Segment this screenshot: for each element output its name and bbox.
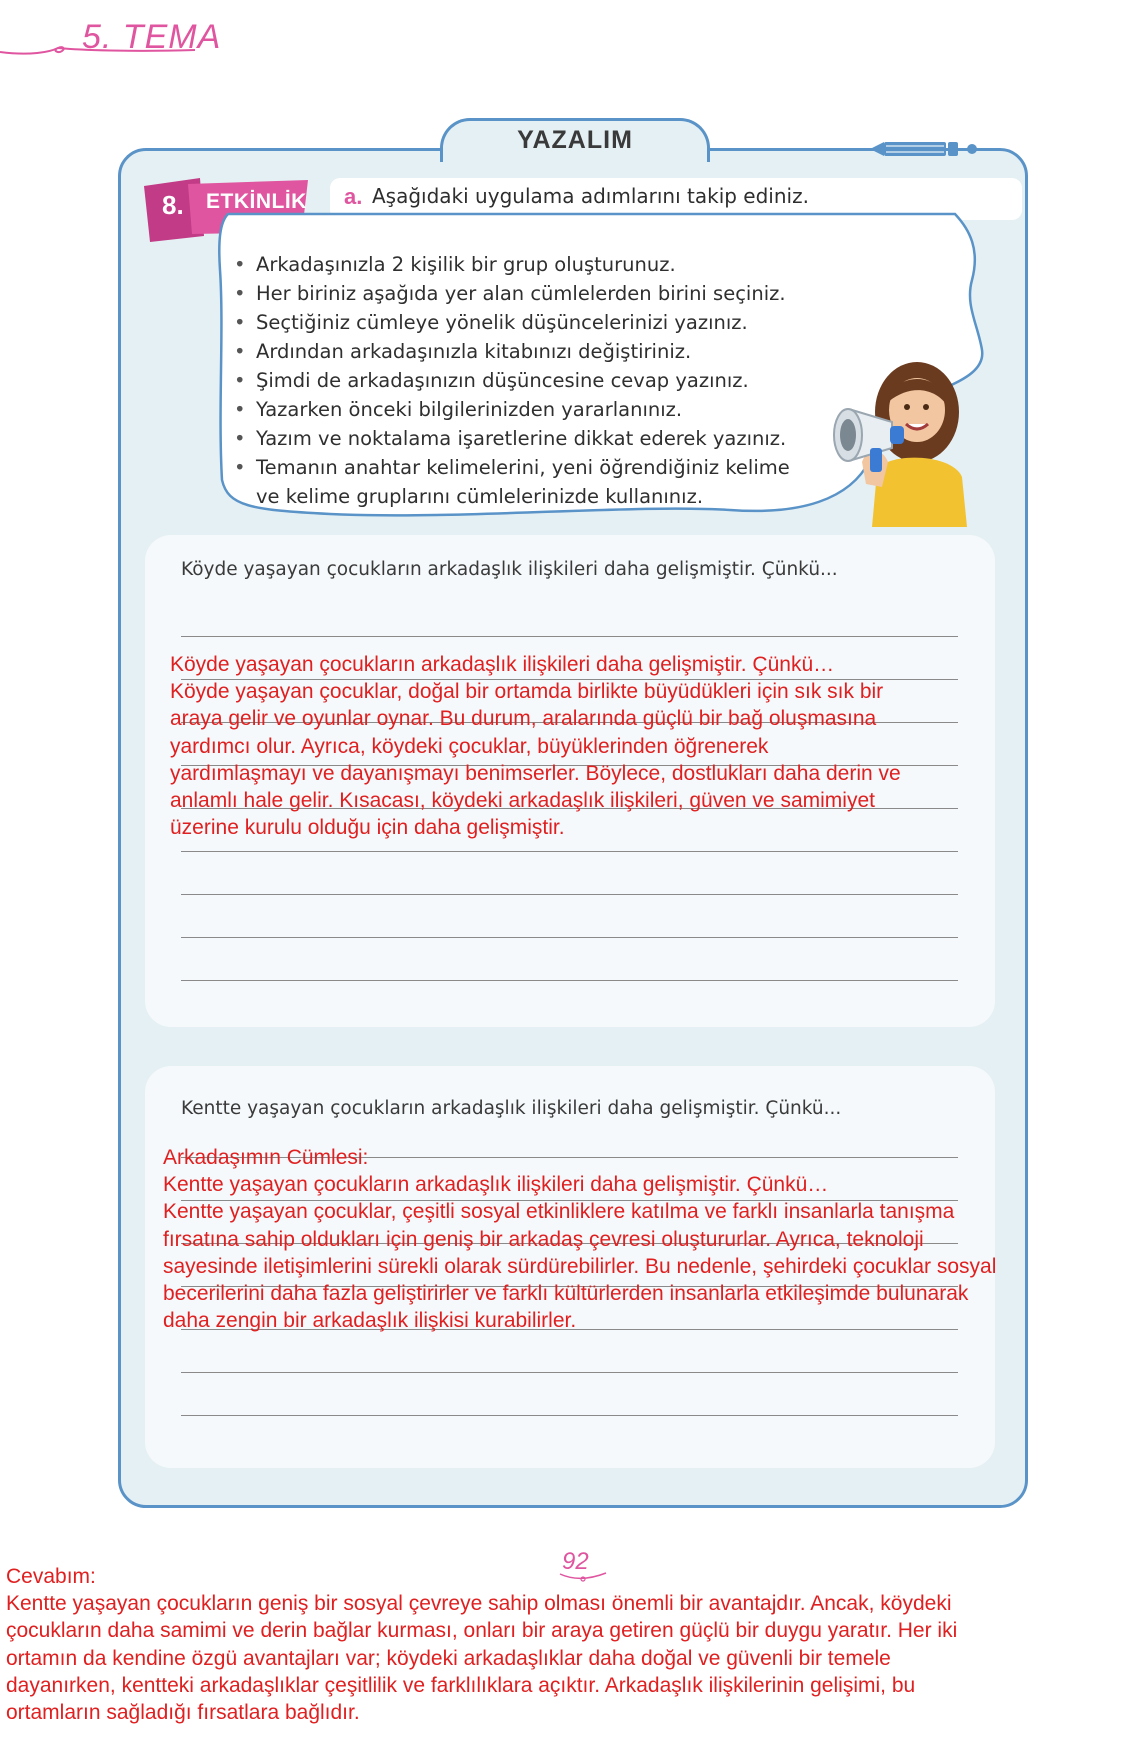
instruction-text: Aşağıdaki uygulama adımlarını takip ediniz. xyxy=(372,184,809,208)
step-item: • Temanın anahtar kelimelerini, yeni öğrendiğiniz kelime ve kelime gruplarını cümlelerinizde kullanınız. xyxy=(234,453,814,511)
step-item: • Seçtiğiniz cümleye yönelik düşüncelerinizi yazınız. xyxy=(234,308,814,337)
step-item: • Yazım ve noktalama işaretlerine dikkat ederek yazınız. xyxy=(234,424,814,453)
theme-title: 5. TEMA xyxy=(82,18,222,56)
step-item: • Arkadaşınızla 2 kişilik bir grup oluşturunuz. xyxy=(234,250,814,279)
step-item: • Yazarken önceki bilgilerinizden yararlanınız. xyxy=(234,395,814,424)
answer-village: Köyde yaşayan çocukların arkadaşlık ilişkileri daha gelişmiştir. Çünkü… Köyde yaşayan çocuklar, doğal bir ortamda birlikte büyüdükleri için sık sık bir araya gelir ve oyunlar oynar. Bu durum, aralarında güçlü bir bağ oluşmasına yardımcı olur. Ayrıca, köydeki çocuklar, büyüklerinden öğrenerek yardımlaşmayı ve dayanışmayı benimserler. Böylece, dostlukları daha derin ve anlamlı hale gelir. Kısacası, köydeki arkadaşlık ilişkileri, güven ve samimiyet üzerine kurulu olduğu için daha gelişmiştir. xyxy=(170,653,901,840)
writing-line xyxy=(181,980,958,981)
writing-line xyxy=(181,851,958,852)
prompt-city: Kentte yaşayan çocukların arkadaşlık ilişkileri daha gelişmiştir. Çünkü... xyxy=(181,1098,842,1119)
steps-list xyxy=(234,250,814,511)
activity-number: 8. xyxy=(162,190,184,220)
step-item: • Şimdi de arkadaşınızın düşüncesine cevap yazınız. xyxy=(234,366,814,395)
page-number: 92 xyxy=(562,1548,589,1575)
my-answer: Cevabım: Kentte yaşayan çocukların geniş bir sosyal çevreye sahip olması önemli bir avantajdır. Ancak, köydeki çocukların daha samimi ve derin bağlar kurması, onları bir araya getiren güçlü bir duygu yaratır. Her iki ortamın da kendine özgü avantajları var; köydeki arkadaşlıklar daha doğal ve güvenli bir temele dayanırken, kentteki arkadaşlıklar çeşitlilik ve farklılıklara açıktır. Arkadaşlık ilişkilerinin gelişimi, bu ortamların sağladığı fırsatlara bağlıdır. xyxy=(6,1565,958,1725)
step-item: • Ardından arkadaşınızla kitabınızı değiştiriniz. xyxy=(234,337,814,366)
prompt-village: Köyde yaşayan çocukların arkadaşlık ilişkileri daha gelişmiştir. Çünkü... xyxy=(181,559,838,580)
instruction-letter: a. xyxy=(344,184,363,209)
writing-line xyxy=(181,636,958,637)
writing-line xyxy=(181,1415,958,1416)
writing-line xyxy=(181,1372,958,1373)
writing-line xyxy=(181,937,958,938)
writing-line xyxy=(181,894,958,895)
pencil-icon xyxy=(870,139,980,159)
answer-city: Arkadaşımın Cümlesi: Kentte yaşayan çocukların arkadaşlık ilişkileri daha gelişmiştir. Çünkü… Kentte yaşayan çocuklar, çeşitli sosyal etkinliklere katılma ve farklı insanlarla tanışma fırsatına sahip oldukları için geniş bir arkadaş çevresi oluştururlar. Ayrıca, teknoloji sayesinde iletişimlerini sürekli olarak sürdürebilirler. Bu nedenle, şehirdeki çocuklar sosyal becerilerini daha fazla geliştirirler ve farklı kültürlerden insanlarla etkileşimde bulunarak daha zengin bir arkadaşlık ilişkisi kurabilirler. xyxy=(163,1146,997,1333)
step-item: • Her biriniz aşağıda yer alan cümlelerden birini seçiniz. xyxy=(234,279,814,308)
section-title: YAZALIM xyxy=(517,126,633,154)
activity-label: ETKİNLİK xyxy=(206,190,307,213)
girl-megaphone-illustration xyxy=(822,352,972,527)
